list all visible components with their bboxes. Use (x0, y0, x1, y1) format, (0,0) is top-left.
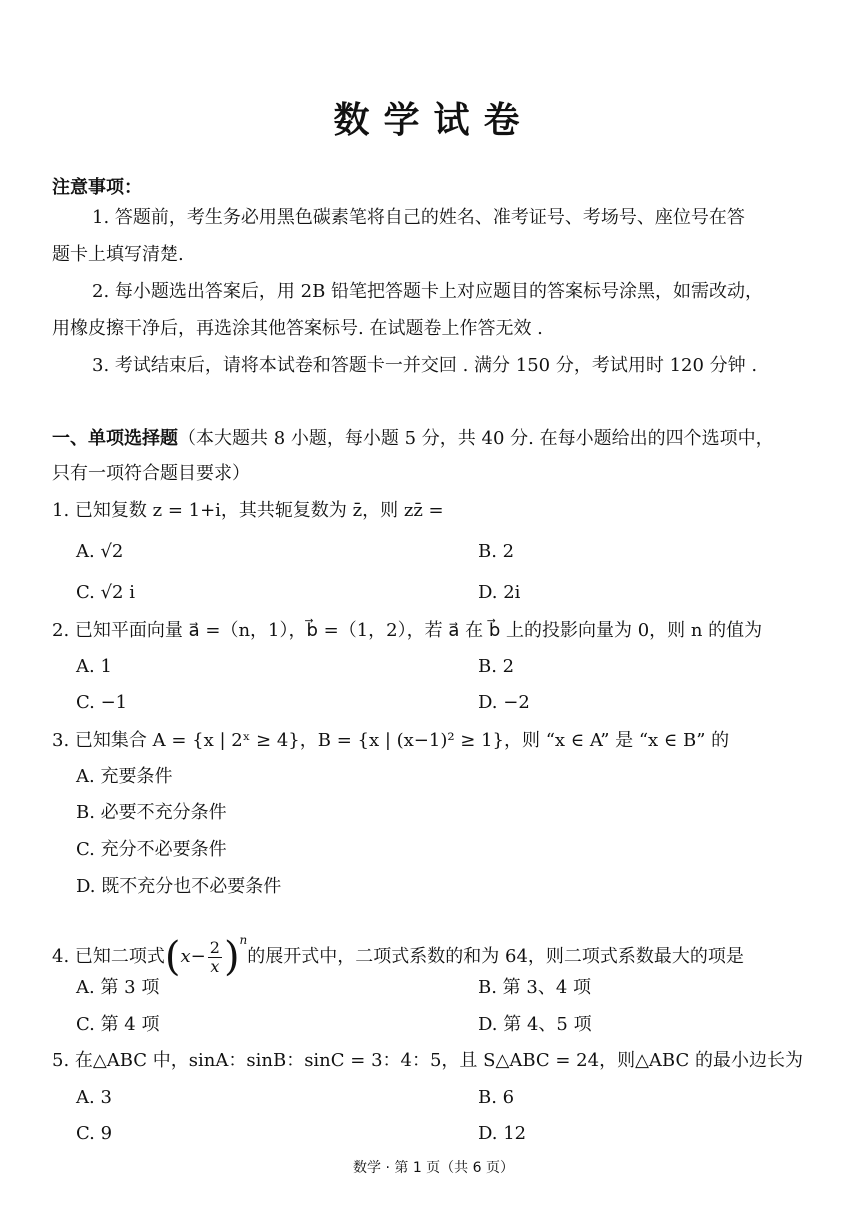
question-5-option-d: D. 12 (478, 1123, 527, 1144)
question-1-option-b: B. 2 (478, 541, 515, 562)
question-3-option-a: A. 充要条件 (76, 766, 173, 787)
section-1-desc-line-2: 只有一项符合题目要求） (52, 463, 250, 484)
question-4-prefix: 4. 已知二项式 (52, 946, 165, 967)
fraction-numerator: 2 (209, 937, 220, 957)
question-2-option-d: D. −2 (478, 692, 530, 713)
notice-item-3-line-1: 3. 考试结束后，请将本试卷和答题卡一并交回 . 满分 150 分，考试用时 120 分钟 . (92, 355, 758, 376)
question-1-option-c: C. √2 i (76, 582, 135, 603)
section-1-desc-line-1 (52, 427, 774, 451)
question-3-option-b: B. 必要不充分条件 (76, 802, 227, 823)
question-2-option-c: C. −1 (76, 692, 128, 713)
notice-item-1-line-2: 题卡上填写清楚. (52, 244, 184, 265)
section-1-desc: （本大题共 8 小题，每小题 5 分，共 40 分. 在每小题给出的四个选项中， (178, 428, 774, 449)
notice-heading: 注意事项： (52, 177, 142, 198)
notice-item-1-line-1: 1. 答题前，考生务必用黑色碳素笔将自己的姓名、准考证号、考场号、座位号在答 (92, 207, 745, 228)
right-paren-icon: ) (223, 934, 240, 980)
question-3-option-c: C. 充分不必要条件 (76, 839, 227, 860)
question-3-option-d: D. 既不充分也不必要条件 (76, 876, 282, 897)
question-5-option-c: C. 9 (76, 1123, 113, 1144)
notice-item-2-line-1: 2. 每小题选出答案后，用 2B 铅笔把答题卡上对应题目的答案标号涂黑，如需改动， (92, 281, 764, 302)
question-4-fraction (208, 939, 222, 976)
question-5-stem: 5. 在△ABC 中，sinA：sinB：sinC = 3：4：5，且 S△ABC = 24，则△ABC 的最小边长为 (52, 1050, 803, 1071)
question-4-x: x− (180, 946, 206, 967)
question-5-option-b: B. 6 (478, 1087, 515, 1108)
question-4-option-d: D. 第 4、5 项 (478, 1014, 592, 1035)
question-1-option-a: A. √2 (76, 541, 124, 562)
question-4-suffix: 的展开式中，二项式系数的和为 64，则二项式系数最大的项是 (247, 946, 744, 967)
section-1-heading: 一、单项选择题 (52, 428, 178, 449)
question-2-option-a: A. 1 (76, 656, 112, 677)
fraction-denominator: x (210, 956, 220, 976)
notice-item-2-line-2: 用橡皮擦干净后，再选涂其他答案标号. 在试题卷上作答无效 . (52, 318, 543, 339)
question-2-option-b: B. 2 (478, 656, 515, 677)
question-5-option-a: A. 3 (76, 1087, 112, 1108)
question-4-option-a: A. 第 3 项 (76, 977, 160, 998)
question-2-stem: 2. 已知平面向量 a⃗ =（n，1），b⃗ =（1，2），若 a⃗ 在 b⃗ 上的投影向量为 0，则 n 的值为 (52, 620, 763, 641)
question-4-option-c: C. 第 4 项 (76, 1014, 160, 1035)
question-1-option-d: D. 2i (478, 582, 521, 603)
question-1-stem: 1. 已知复数 z = 1+i，其共轭复数为 z̄，则 zz̄ = (52, 500, 444, 521)
question-4-exponent: n (239, 933, 248, 947)
page-footer: 数学 · 第 1 页（共 6 页） (353, 1160, 514, 1176)
page-title: 数学试卷 (333, 100, 534, 141)
question-4-stem (52, 918, 744, 979)
question-3-stem: 3. 已知集合 A = {x | 2ˣ ≥ 4}，B = {x | (x−1)² ≥ 1}，则 “x ∈ A” 是 “x ∈ B” 的 (52, 730, 730, 751)
left-paren-icon: ( (164, 934, 181, 980)
question-4-option-b: B. 第 3、4 项 (478, 977, 592, 998)
